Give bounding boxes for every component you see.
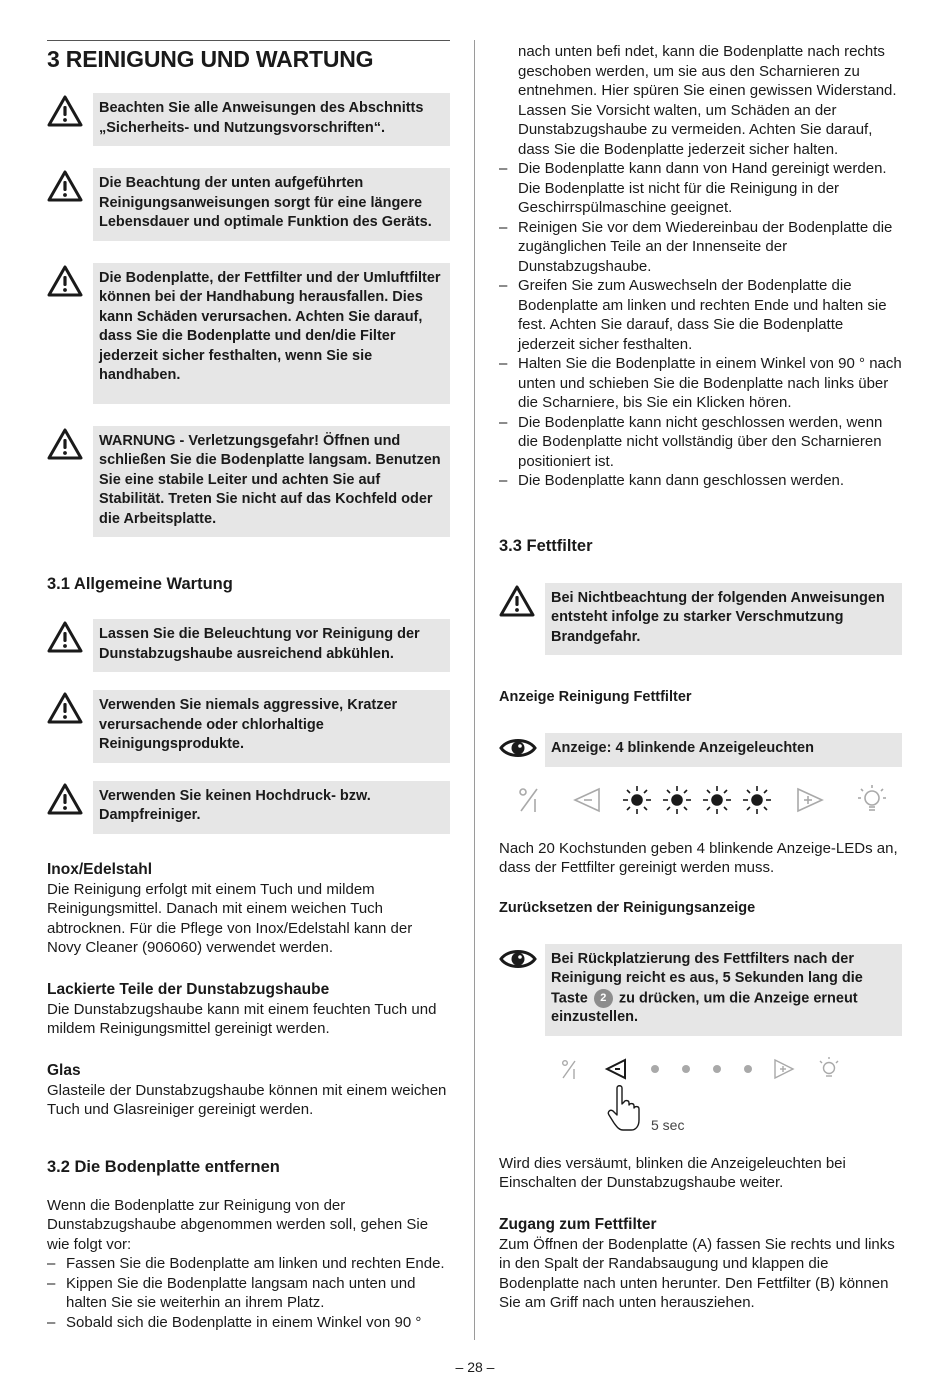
warning-text: Bei Nichtbeachtung der folgenden Anweisungen entsteht infolge zu starker Verschmutzung Brandgefahr. [545, 583, 902, 656]
warning-text: Die Bodenplatte, der Fettfilter und der Umluftfilter können bei der Handhabung herausfallen. Dies kann Schäden verursachen. Achten Sie darauf, dass Sie die Bodenplatte und den/die Filter jederzeit sicher festhalten, wenn Sie sie handhaben. [93, 263, 450, 404]
eye-icon [499, 944, 545, 972]
warning-icon [47, 263, 93, 297]
inox-text: Die Reinigung erfolgt mit einem Tuch und mildem Reinigungsmittel. Danach mit einem weichen Tuch abtrocknen. Für die Pflege von Inox/Edelstahl kann der Novy Cleaner (906060) verwendet werden. [47, 880, 413, 956]
bulb-icon [858, 785, 886, 810]
page-number: – 28 – [455, 1359, 495, 1375]
warning-box [499, 583, 902, 656]
warning-text: Verwenden Sie niemals aggressive, Kratzer verursachende oder chlorhaltige Reinigungsprodukte. [93, 690, 450, 763]
percent-icon [520, 789, 537, 812]
warning-box [47, 426, 450, 538]
right-arrow-icon [798, 789, 822, 811]
led-dot [651, 1065, 659, 1073]
zugang-text: Zum Öffnen der Bodenplatte (A) fassen Sie rechts und links in den Spalt der Randabsaugung und klappen die Bodenplatte nach unten herunter. Den Fettfilter (B) können Sie am Griff nach unten herausziehen. [499, 1235, 895, 1312]
warning-text: Die Beachtung der unten aufgeführten Reinigungsanweisungen sorgt für eine längere Lebensdauer und optimale Funktion des Geräts. [93, 168, 450, 241]
warning-box [47, 619, 450, 672]
led-blinking-icon [703, 786, 731, 814]
led-dot [713, 1065, 721, 1073]
left-arrow-icon [607, 1060, 625, 1078]
warning-icon [47, 781, 93, 815]
warning-icon [47, 619, 93, 653]
anzeige-text: Nach 20 Kochstunden geben 4 blinkende Anzeige-LEDs an, dass der Fettfilter gereinigt werden muss. [499, 839, 898, 876]
warning-text: Lassen Sie die Beleuchtung vor Reinigung der Dunstabzugshaube ausreichend abkühlen. [93, 619, 450, 672]
warning-box [47, 781, 450, 834]
list-item: – Die Bodenplatte kann nicht geschlossen werden, wenn die Bodenplatte nicht vollständig über den Scharnieren positioniert ist. [499, 413, 902, 472]
lack-heading: Lackierte Teile der Dunstabzugshaube [47, 980, 330, 998]
inox-heading: Inox/Edelstahl [47, 860, 153, 878]
warning-icon [47, 168, 93, 202]
hold-duration-label: 5 sec [651, 1116, 685, 1133]
subsection-title-3-3: 3.3 Fettfilter [499, 536, 593, 555]
list-item: – Sobald sich die Bodenplatte in einem Winkel von 90 ° [47, 1313, 450, 1333]
warning-box [47, 168, 450, 241]
info-box [499, 944, 902, 1036]
percent-icon [563, 1061, 575, 1079]
warning-icon [499, 583, 545, 617]
warning-box [47, 93, 450, 146]
section-title: 3 REINIGUNG UND WARTUNG [47, 40, 450, 73]
glas-text: Glasteile der Dunstabzugshaube können mit einem weichen Tuch und Glasreiniger gereinigt werden. [47, 1081, 447, 1118]
steps-continuation: nach unten befi ndet, kann die Bodenplatte nach rechts geschoben werden, um sie aus den Scharnieren zu entnehmen. Hier spüren Sie einen gewissen Widerstand. Lassen Sie Vorsicht walten, um Schäden an der Dunstabzugshaube zu vermeiden. Achten Sie darauf, dass Sie die Bodenplatte jederzeit sicher halten. [518, 43, 897, 158]
right-arrow-icon [775, 1060, 793, 1078]
column-divider [474, 40, 475, 1340]
anzeige-heading: Anzeige Reinigung Fettfilter [499, 689, 692, 705]
reset-text: Wird dies versäumt, blinken die Anzeigeleuchten bei Einschalten der Dunstabzugshaube weiter. [499, 1154, 846, 1192]
reset-note-part: zu drücken, um die Anzeige erneut einzustellen. [551, 989, 858, 1026]
left-arrow-icon [575, 789, 599, 811]
led-panel-reset [499, 1056, 902, 1140]
bulb-icon [820, 1057, 838, 1076]
led-blinking-icon [663, 786, 691, 814]
warning-text: Beachten Sie alle Anweisungen des Abschnitts „Sicherheits- und Nutzungsvorschriften“. [93, 93, 450, 146]
led-blinking-icon [623, 786, 651, 814]
right-column [499, 42, 902, 1313]
led-panel-blinking [499, 783, 902, 817]
warning-box [47, 690, 450, 763]
list-item: – Die Bodenplatte kann dann von Hand gereinigt werden. Die Bodenplatte ist nicht für die Reinigung in der Geschirrspülmaschine geeignet. [499, 159, 902, 218]
list-item: – Greifen Sie zum Auswechseln der Bodenplatte die Bodenplatte am linken und rechten Ende und halten sie fest. Achten Sie darauf, dass Sie die Bodenplatte jederzeit sicher festhalten. [499, 276, 902, 354]
zugang-heading: Zugang zum Fettfilter [499, 1215, 657, 1233]
reset-note-part: Bei Rückplatzierung des Fettfilters nach der Reinigung reicht es aus, 5 Sekunden lang die Taste [551, 950, 863, 1006]
warning-icon [47, 93, 93, 127]
warning-box [47, 263, 450, 404]
hand-pointer-icon [608, 1086, 639, 1130]
info-text: Anzeige: 4 blinkende Anzeigeleuchten [545, 733, 902, 767]
info-box [499, 733, 902, 767]
steps-list-right [499, 159, 902, 491]
warning-icon [47, 690, 93, 724]
reset-heading: Zurücksetzen der Reinigungsanzeige [499, 899, 756, 916]
warning-text: Verwenden Sie keinen Hochdruck- bzw. Dampfreiniger. [93, 781, 450, 834]
warning-icon [47, 426, 93, 460]
list-item: – Reinigen Sie vor dem Wiedereinbau der Bodenplatte die zugänglichen Teile an der Innenseite der Dunstabzugshaube. [499, 218, 902, 277]
key-2-badge: 2 [594, 989, 613, 1008]
info-text [545, 944, 902, 1036]
led-dot [744, 1065, 752, 1073]
list-item: – Halten Sie die Bodenplatte in einem Winkel von 90 ° nach unten und schieben Sie die Bodenplatte nach links über die Scharniere, bis Sie ein Klicken hören. [499, 354, 902, 413]
list-item: – Die Bodenplatte kann dann geschlossen werden. [499, 471, 902, 491]
steps-list-left [47, 1254, 450, 1332]
glas-heading: Glas [47, 1061, 81, 1079]
eye-icon [499, 733, 545, 761]
subsection-title-3-2: 3.2 Die Bodenplatte entfernen [47, 1157, 280, 1176]
led-blinking-icon [743, 786, 771, 814]
led-dot [682, 1065, 690, 1073]
list-item: – Kippen Sie die Bodenplatte langsam nach unten und halten Sie sie weiterhin an ihrem Platz. [47, 1274, 450, 1313]
lack-text: Die Dunstabzugshaube kann mit einem feuchten Tuch und mildem Reinigungsmittel gereinigt werden. [47, 1000, 437, 1037]
bodenplatte-intro: Wenn die Bodenplatte zur Reinigung von der Dunstabzugshaube abgenommen werden soll, gehen Sie wie folgt vor: [47, 1196, 429, 1253]
list-item: – Fassen Sie die Bodenplatte am linken und rechten Ende. [47, 1254, 450, 1274]
subsection-title-3-1: 3.1 Allgemeine Wartung [47, 575, 233, 593]
warning-text: WARNUNG - Verletzungsgefahr! Öffnen und schließen Sie die Bodenplatte langsam. Benutzen Sie eine stabile Leiter und achten Sie auf Stabilität. Treten Sie nicht auf das Kochfeld oder die Arbeitsplatte. [93, 426, 450, 538]
left-column [47, 40, 450, 1332]
